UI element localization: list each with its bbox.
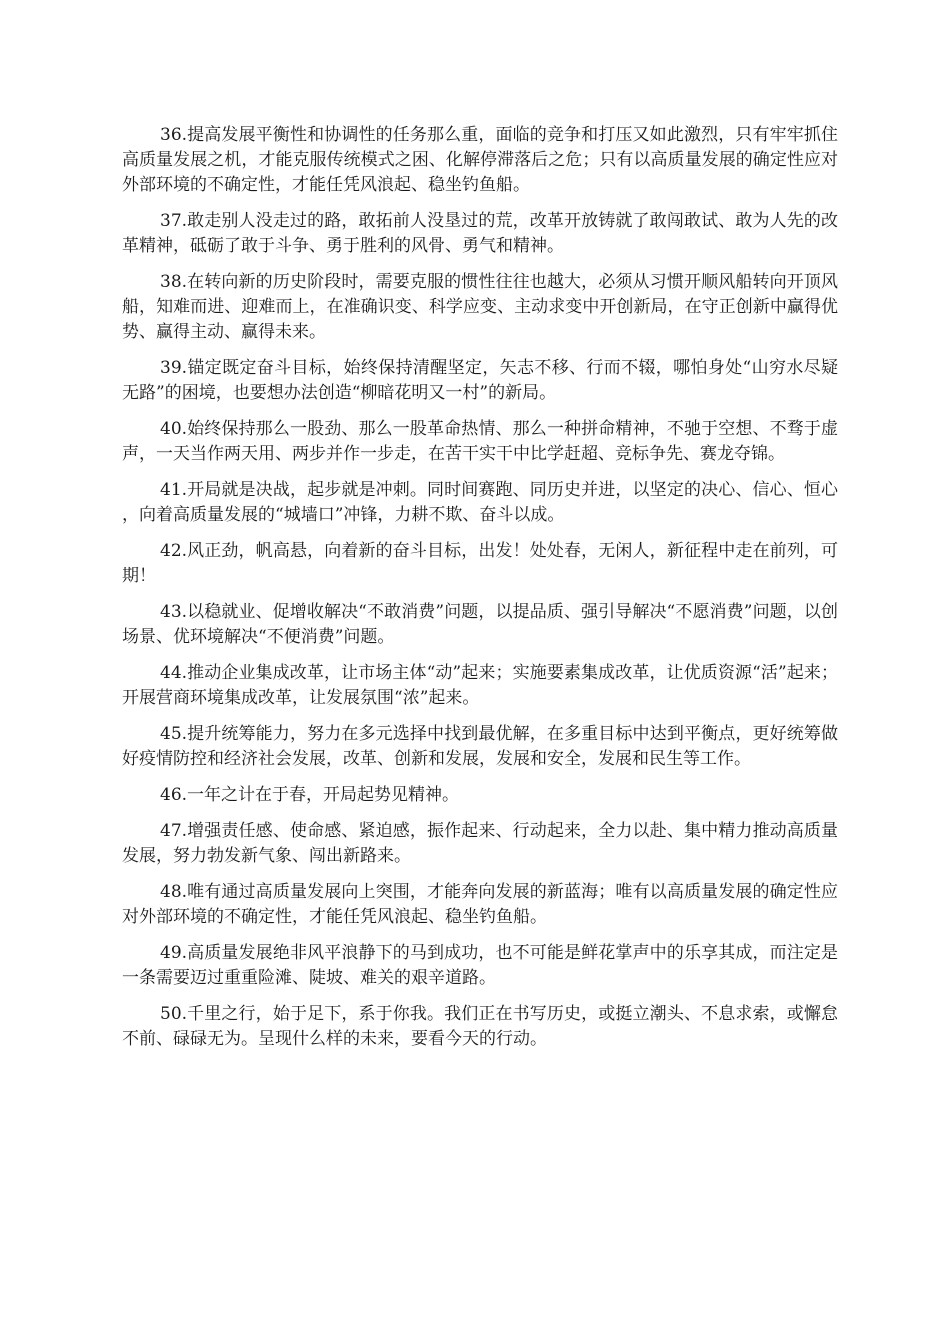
paragraph-39: 39.锚定既定奋斗目标，始终保持清醒坚定，矢志不移、行而不辍，哪怕身处“山穷水尽疑无路”的困境，也要想办法创造“柳暗花明又一村”的新局。 [122,358,838,403]
paragraph-43: 43.以稳就业、促增收解决“不敢消费”问题，以提品质、强引导解决“不愿消费”问题，以创场景、优环境解决“不便消费”问题。 [122,602,838,647]
document-page [122,123,838,1063]
paragraph-47: 47.增强责任感、使命感、紧迫感，振作起来、行动起来，全力以赴、集中精力推动高质量发展，努力勃发新气象、闯出新路来。 [122,821,838,866]
paragraph-44: 44.推动企业集成改革，让市场主体“动”起来；实施要素集成改革，让优质资源“活”起来；开展营商环境集成改革，让发展氛围“浓”起来。 [122,663,838,708]
paragraph-38: 38.在转向新的历史阶段时，需要克服的惯性往往也越大，必须从习惯开顺风船转向开顶风船，知难而进、迎难而上，在准确识变、科学应变、主动求变中开创新局，在守正创新中赢得优势、赢得主动、赢得未来。 [122,272,838,342]
paragraph-40: 40.始终保持那么一股劲、那么一股革命热情、那么一种拼命精神，不驰于空想、不骛于虚声，一天当作两天用、两步并作一步走，在苦干实干中比学赶超、竞标争先、赛龙夺锦。 [122,419,838,464]
paragraph-45: 45.提升统筹能力，努力在多元选择中找到最优解，在多重目标中达到平衡点，更好统筹做好疫情防控和经济社会发展，改革、创新和发展，发展和安全，发展和民生等工作。 [122,724,838,769]
paragraph-46: 46.一年之计在于春，开局起势见精神。 [160,785,460,805]
paragraph-49: 49.高质量发展绝非风平浪静下的马到成功，也不可能是鲜花掌声中的乐享其成，而注定是一条需要迈过重重险滩、陡坡、难关的艰辛道路。 [122,943,838,988]
paragraph-36: 36.提高发展平衡性和协调性的任务那么重，面临的竞争和打压又如此激烈，只有牢牢抓住高质量发展之机，才能克服传统模式之困、化解停滞落后之危；只有以高质量发展的确定性应对外部环境的不确定性，才能任凭风浪起、稳坐钓鱼船。 [122,125,838,195]
paragraph-50: 50.千里之行，始于足下，系于你我。我们正在书写历史，或挺立潮头、不息求索，或懈怠不前、碌碌无为。呈现什么样的未来，要看今天的行动。 [122,1004,838,1049]
paragraph-37: 37.敢走别人没走过的路，敢拓前人没垦过的荒，改革开放铸就了敢闯敢试、敢为人先的改革精神，砥砺了敢于斗争、勇于胜利的风骨、勇气和精神。 [122,211,838,256]
paragraph-42: 42.风正劲，帆高悬，向着新的奋斗目标，出发！处处春，无闲人，新征程中走在前列，可期！ [122,541,838,586]
paragraph-41: 41.开局就是决战，起步就是冲刺。同时间赛跑、同历史并进，以坚定的决心、信心、恒心，向着高质量发展的“城墙口”冲锋，力耕不欺、奋斗以成。 [122,480,838,525]
paragraph-48: 48.唯有通过高质量发展向上突围，才能奔向发展的新蓝海；唯有以高质量发展的确定性应对外部环境的不确定性，才能任凭风浪起、稳坐钓鱼船。 [122,882,838,927]
